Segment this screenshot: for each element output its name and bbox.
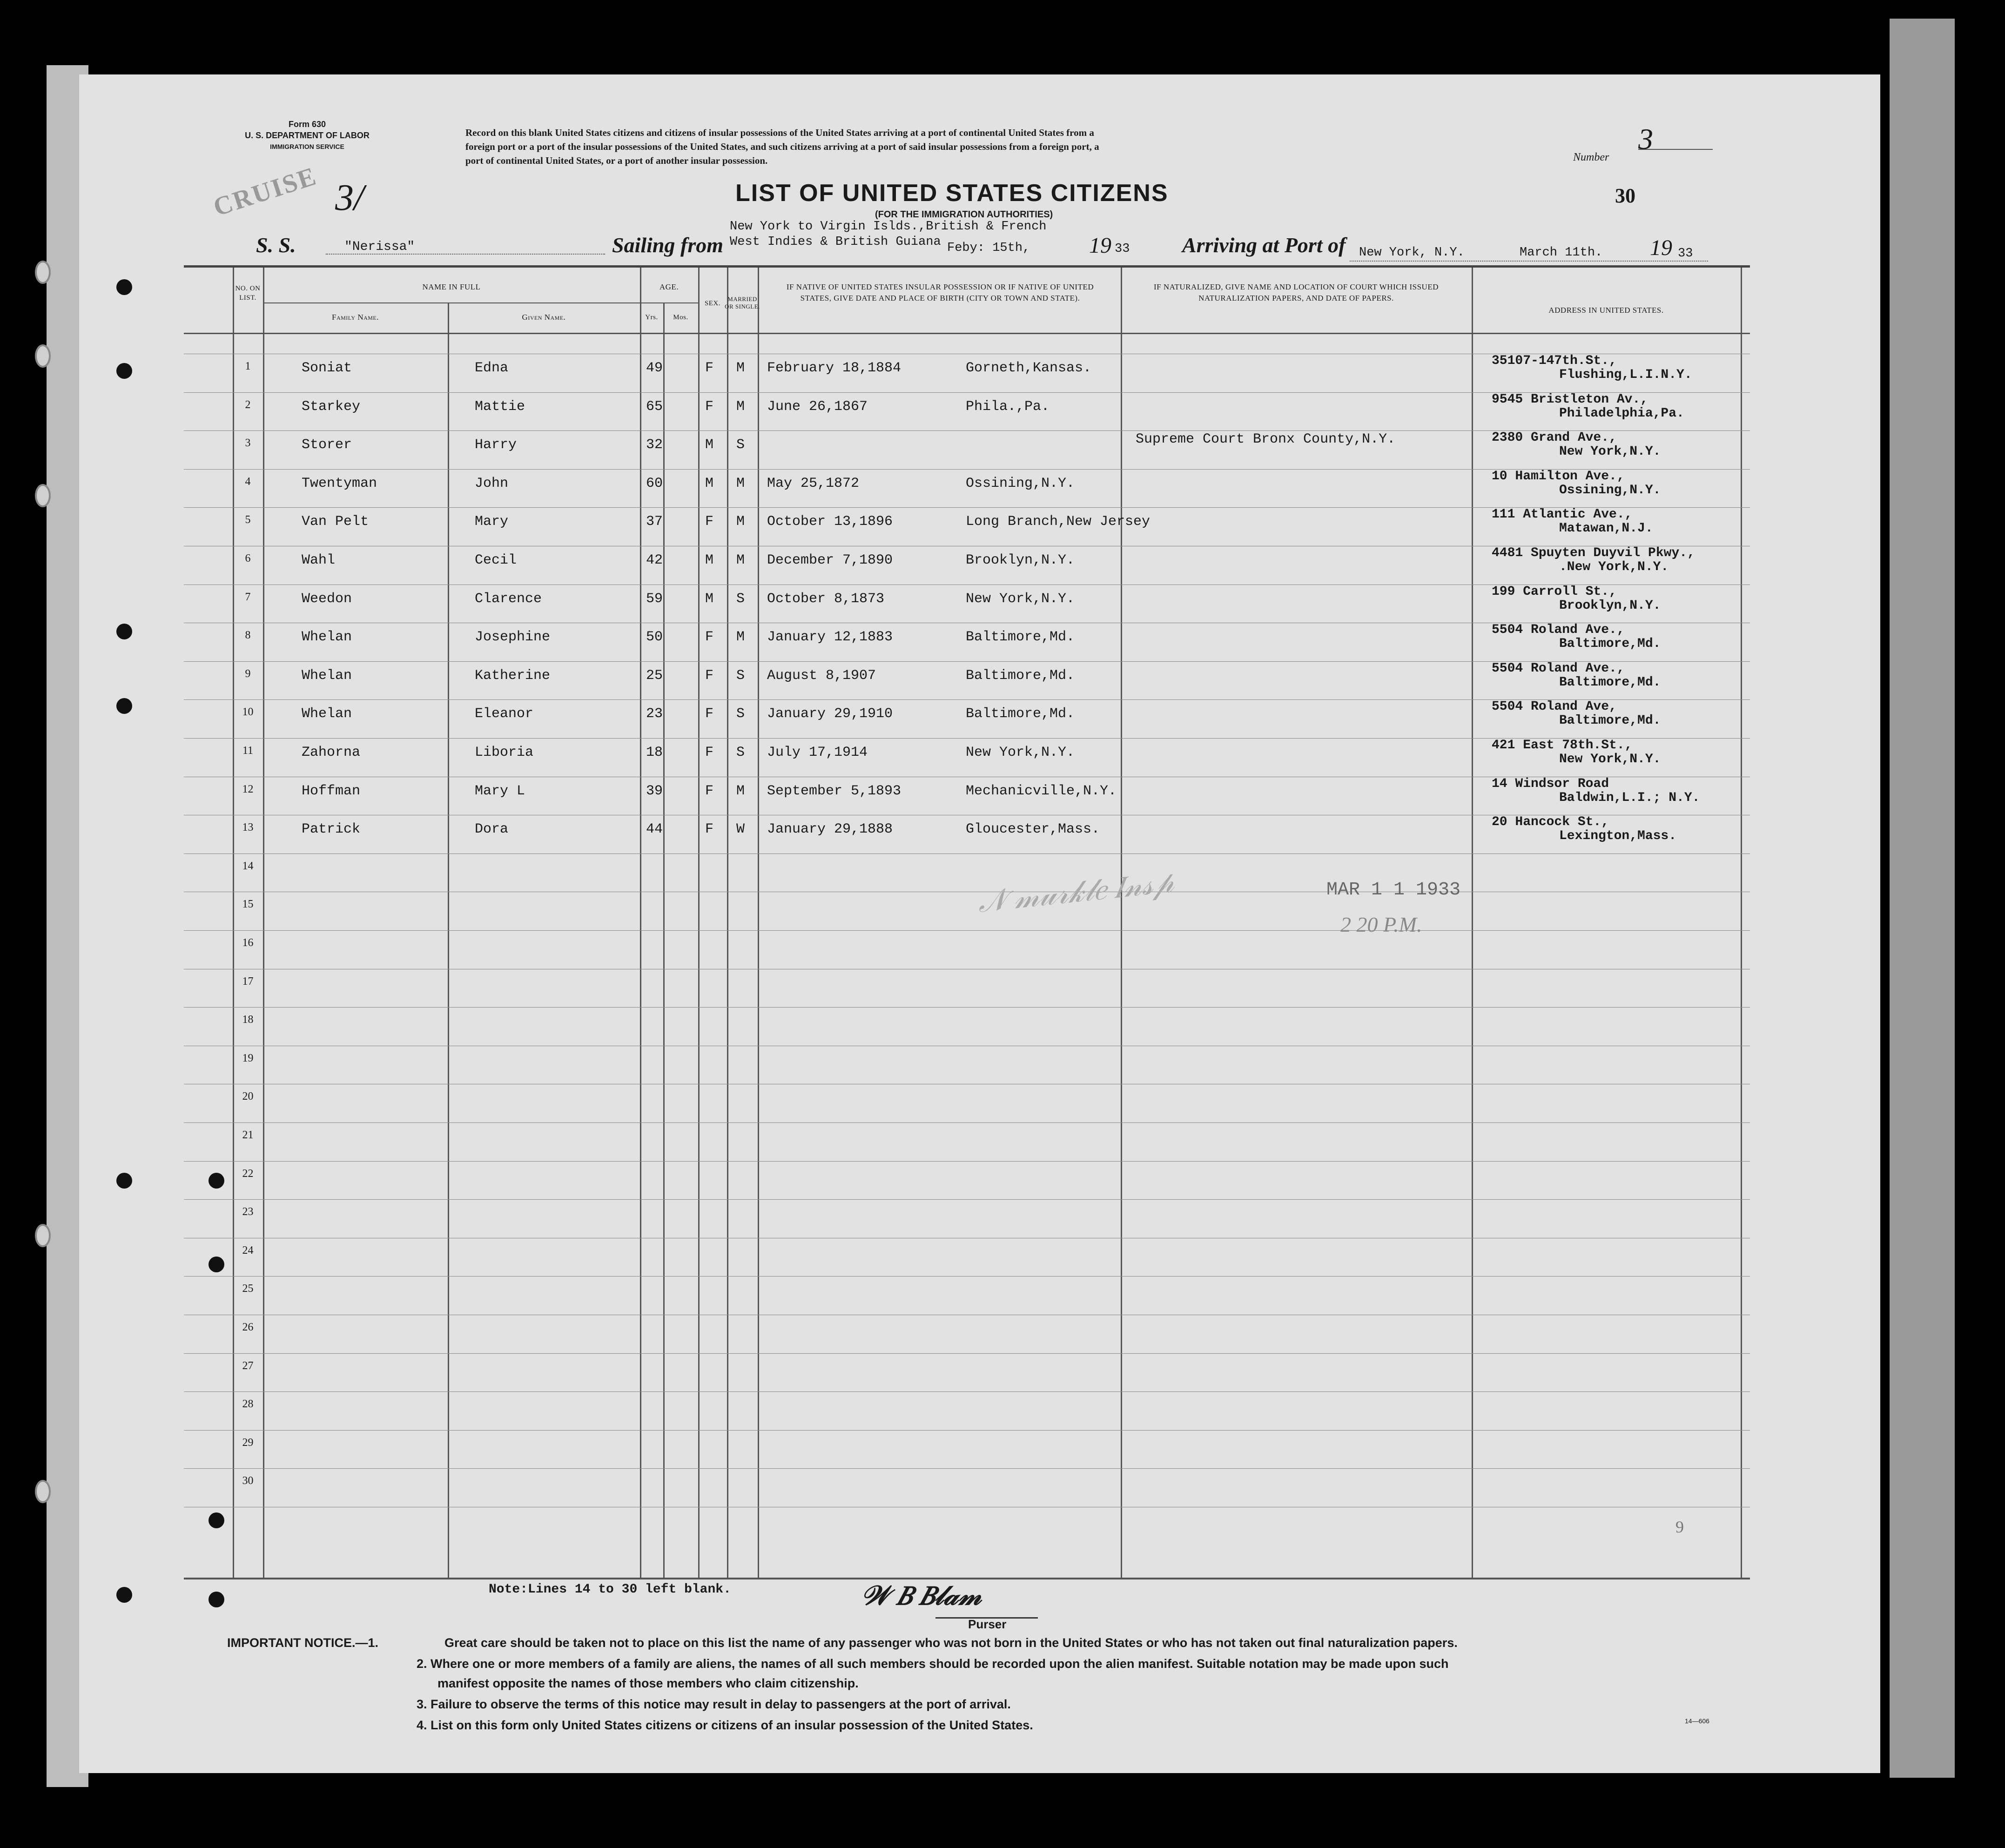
punch-hole-icon <box>209 1257 224 1272</box>
birth-place-cell: Gloucester,Mass. <box>966 821 1100 837</box>
address-line1-cell: 5504 Roland Ave., <box>1492 623 1625 637</box>
column-divider <box>698 268 700 1578</box>
address-line2-cell: Brooklyn,N.Y. <box>1559 598 1661 613</box>
marital-status-cell: M <box>736 360 745 376</box>
notice-item-1: Great care should be taken not to place on this list the name of any passenger who was not born in the United States or who has not taken out final naturalization papers. <box>444 1636 1458 1650</box>
blank-lines-note: Note:Lines 14 to 30 left blank. <box>489 1582 731 1597</box>
given-name-cell: Eleanor <box>475 706 534 722</box>
column-divider <box>448 302 449 1578</box>
column-header-age: AGE. <box>659 282 679 291</box>
given-name-cell: Harry <box>475 437 517 453</box>
given-name-cell: Cecil <box>475 552 517 568</box>
birth-date-cell: October 8,1873 <box>767 591 885 607</box>
birth-place-cell: Long Branch,New Jersey <box>966 514 1151 530</box>
birth-place-cell: New York,N.Y. <box>966 745 1075 760</box>
line-number: 25 <box>242 1283 254 1295</box>
column-header-naturalization: IF NATURALIZED, GIVE NAME AND LOCATION OF COURT WHICH ISSUED NATURALIZATION PAPERS, AND DATE OF PAPERS. <box>1153 282 1439 302</box>
birth-date-cell: July 17,1914 <box>767 745 868 760</box>
handwritten-mark: 3/ <box>335 177 364 218</box>
address-line1-cell: 5504 Roland Ave, <box>1492 699 1617 714</box>
ss-label: S. S. <box>256 233 296 257</box>
notice-item-4: 4. List on this form only United States citizens or citizens of an insular possession of the United States. <box>417 1718 1033 1732</box>
arriving-port: New York, N.Y. <box>1359 246 1465 260</box>
marital-status-cell: S <box>736 745 745 760</box>
sex-cell: M <box>705 476 714 491</box>
punch-hole-icon <box>209 1173 224 1189</box>
line-number: 19 <box>242 1052 254 1064</box>
sex-cell: F <box>705 783 714 799</box>
line-number: 7 <box>245 591 251 603</box>
column-divider <box>1741 268 1742 1578</box>
column-divider <box>727 268 728 1578</box>
instructions-line: Record on this blank United States citizens and citizens of insular possessions of the United States arriving at a port of continental United States from a <box>465 127 1094 138</box>
column-divider <box>1472 268 1473 1578</box>
sheet-number: 30 <box>1615 184 1635 207</box>
column-header-sex: SEX. <box>704 300 721 307</box>
line-number: 16 <box>242 937 254 949</box>
address-line2-cell: New York,N.Y. <box>1559 444 1661 459</box>
column-header-birth: IF NATIVE OF UNITED STATES INSULAR POSSESSION OR IF NATIVE OF UNITED STATES, GIVE DATE AND PLACE OF BIRTH (CITY OR TOWN AND STATE). <box>786 282 1094 302</box>
given-name-cell: Clarence <box>475 591 542 607</box>
address-line1-cell: 199 Carroll St., <box>1492 585 1617 599</box>
line-number: 29 <box>242 1437 254 1449</box>
column-header-family-name: Family Name. <box>331 313 379 322</box>
given-name-cell: Mary <box>475 514 509 530</box>
page-title: LIST OF UNITED STATES CITIZENS <box>735 180 1169 207</box>
age-years-cell: 60 <box>646 476 663 491</box>
given-name-cell: Mattie <box>475 399 525 415</box>
page-edge-right <box>1890 19 1955 1778</box>
address-line1-cell: 10 Hamilton Ave., <box>1492 469 1625 484</box>
line-number: 10 <box>242 706 254 718</box>
sailing-route-line2: West Indies & British Guiana <box>730 235 941 249</box>
line-number: 12 <box>242 783 254 795</box>
column-divider <box>233 268 234 1578</box>
family-name-cell: Van Pelt <box>302 514 369 530</box>
marital-status-cell: M <box>736 399 745 415</box>
age-years-cell: 37 <box>646 514 663 530</box>
row-rule <box>184 1122 1750 1123</box>
punch-hole-icon <box>116 1173 132 1189</box>
given-name-cell: Dora <box>475 821 509 837</box>
address-line2-cell: Ossining,N.Y. <box>1559 483 1661 497</box>
marital-status-cell: W <box>736 821 745 837</box>
family-name-cell: Storer <box>302 437 352 453</box>
line-number: 2 <box>245 399 251 411</box>
marital-status-cell: M <box>736 514 745 530</box>
given-name-cell: Mary L <box>475 783 525 799</box>
column-header-yrs: Yrs. <box>645 314 658 321</box>
address-line2-cell: Matawan,N.J. <box>1559 521 1653 536</box>
naturalization-cell: Supreme Court Bronx County,N.Y. <box>1136 431 1396 447</box>
age-years-cell: 49 <box>646 360 663 376</box>
birth-place-cell: Baltimore,Md. <box>966 706 1075 722</box>
ship-name-line <box>326 254 605 255</box>
punch-hole-icon <box>116 624 132 639</box>
notice-title: IMPORTANT NOTICE.—1. <box>227 1636 379 1650</box>
age-years-cell: 39 <box>646 783 663 799</box>
address-line2-cell: Baltimore,Md. <box>1559 675 1661 690</box>
punch-hole-icon <box>116 363 132 379</box>
birth-date-cell: May 25,1872 <box>767 476 860 491</box>
birth-date-cell: December 7,1890 <box>767 552 893 568</box>
address-line2-cell: Baltimore,Md. <box>1559 637 1661 651</box>
birth-place-cell: Brooklyn,N.Y. <box>966 552 1075 568</box>
birth-date-cell: February 18,1884 <box>767 360 902 376</box>
line-number: 20 <box>242 1090 254 1102</box>
ship-name: "Nerissa" <box>344 240 415 254</box>
age-years-cell: 25 <box>646 668 663 684</box>
birth-date-cell: October 13,1896 <box>767 514 893 530</box>
column-divider <box>663 302 665 1578</box>
row-rule <box>184 853 1750 854</box>
instructions-block <box>465 126 1517 168</box>
line-number: 24 <box>242 1244 254 1257</box>
family-name-cell: Starkey <box>302 399 361 415</box>
line-number: 11 <box>242 745 254 757</box>
given-name-cell: Katherine <box>475 668 551 684</box>
punch-hole-icon <box>116 698 132 714</box>
name-subheader-rule <box>263 302 640 303</box>
family-name-cell: Wahl <box>302 552 336 568</box>
birth-date-cell: January 12,1883 <box>767 629 893 645</box>
address-line2-cell: Baltimore,Md. <box>1559 713 1661 728</box>
page-mark: 9 <box>1675 1518 1684 1536</box>
marital-status-cell: S <box>736 437 745 453</box>
family-name-cell: Whelan <box>302 629 352 645</box>
address-line2-cell: Philadelphia,Pa. <box>1559 406 1684 421</box>
birth-place-cell: Phila.,Pa. <box>966 399 1050 415</box>
purser-label: Purser <box>968 1617 1007 1631</box>
line-number: 30 <box>242 1475 254 1487</box>
instructions-line: port of continental United States, or a port of another insular possession. <box>465 155 768 166</box>
punch-hole-icon <box>209 1592 224 1607</box>
binder-ring-icon <box>35 484 51 507</box>
notice-item-2-cont: manifest opposite the names of those members who claim citizenship. <box>437 1676 859 1690</box>
sex-cell: M <box>705 437 714 453</box>
service-name: IMMIGRATION SERVICE <box>270 143 344 150</box>
column-header-married-single: MARRIED OR SINGLE. <box>725 296 760 310</box>
address-line1-cell: 20 Hancock St., <box>1492 815 1609 829</box>
sex-cell: F <box>705 821 714 837</box>
marital-status-cell: S <box>736 591 745 607</box>
address-line2-cell: Flushing,L.I.N.Y. <box>1559 368 1692 382</box>
line-number: 26 <box>242 1321 254 1333</box>
sex-cell: F <box>705 745 714 760</box>
birth-place-cell: Baltimore,Md. <box>966 668 1075 684</box>
column-header-no: NO. ON LIST. <box>235 285 261 302</box>
line-number: 22 <box>242 1168 254 1180</box>
date-stamp: MAR 1 1 1933 <box>1326 880 1461 900</box>
binder-ring-icon <box>35 344 51 368</box>
birth-place-cell: Gorneth,Kansas. <box>966 360 1092 376</box>
column-header-name: NAME IN FULL <box>422 282 481 291</box>
family-name-cell: Whelan <box>302 668 352 684</box>
age-subheader-rule <box>640 302 698 303</box>
age-years-cell: 65 <box>646 399 663 415</box>
binder-ring-icon <box>35 1224 51 1247</box>
age-years-cell: 50 <box>646 629 663 645</box>
cruise-stamp: CRUISE <box>210 161 321 222</box>
purser-signature-image: 𝒲 𝐵 𝐵𝓁𝒶𝓂 <box>861 1580 982 1611</box>
column-divider <box>263 268 264 1578</box>
inspector-signature-image: 𝒩 𝓂𝓊𝓇𝓀𝓁𝑒 𝐼𝓃𝓈𝓅 <box>976 865 1176 919</box>
address-line1-cell: 35107-147th.St., <box>1492 354 1617 368</box>
birth-place-cell: Ossining,N.Y. <box>966 476 1075 491</box>
birth-date-cell: June 26,1867 <box>767 399 868 415</box>
birth-place-cell: Baltimore,Md. <box>966 629 1075 645</box>
line-number: 18 <box>242 1014 254 1026</box>
age-years-cell: 32 <box>646 437 663 453</box>
row-rule <box>184 1430 1750 1431</box>
age-years-cell: 44 <box>646 821 663 837</box>
arriving-label: Arriving at Port of <box>1182 233 1346 257</box>
line-number: 27 <box>242 1360 254 1372</box>
family-name-cell: Hoffman <box>302 783 361 799</box>
line-number: 4 <box>245 476 251 488</box>
sex-cell: M <box>705 591 714 607</box>
marital-status-cell: M <box>736 629 745 645</box>
sex-cell: F <box>705 629 714 645</box>
given-name-cell: Edna <box>475 360 509 376</box>
instructions-line: foreign port or a port of the insular possessions of the United States, and such citizens arriving at a port of said insular possessions from a foreign port, a <box>465 141 1099 152</box>
manifest-page <box>79 74 1880 1773</box>
family-name-cell: Zahorna <box>302 745 361 760</box>
form-code: 14—606 <box>1685 1717 1709 1725</box>
line-number: 14 <box>242 860 254 872</box>
sex-cell: M <box>705 552 714 568</box>
sex-cell: F <box>705 668 714 684</box>
birth-place-cell: New York,N.Y. <box>966 591 1075 607</box>
address-line1-cell: 14 Windsor Road <box>1492 777 1609 791</box>
binder-ring-icon <box>35 1480 51 1503</box>
column-header-address: ADDRESS IN UNITED STATES. <box>1548 306 1664 315</box>
line-number: 9 <box>245 668 251 680</box>
table-header-bottom <box>184 333 1750 334</box>
sailing-from-label: Sailing from <box>612 233 724 257</box>
sailing-year: 33 <box>1115 242 1130 256</box>
form-number: Form 630 <box>288 120 326 129</box>
marital-status-cell: S <box>736 706 745 722</box>
notice-item-2: 2. Where one or more members of a family are aliens, the names of all such members should be recorded upon the alien manifest. Suitable notation may be made upon such <box>417 1657 1449 1671</box>
marital-status-cell: M <box>736 783 745 799</box>
family-name-cell: Weedon <box>302 591 352 607</box>
given-name-cell: John <box>475 476 509 491</box>
given-name-cell: Liboria <box>475 745 534 760</box>
sailing-date: Feby: 15th, <box>947 241 1030 255</box>
column-divider <box>1121 268 1122 1578</box>
marital-status-cell: S <box>736 668 745 684</box>
age-years-cell: 23 <box>646 706 663 722</box>
marital-status-cell: M <box>736 552 745 568</box>
time-stamp: 2 20 P.M. <box>1340 913 1422 936</box>
row-rule <box>184 1161 1750 1162</box>
arriving-date: March 11th. <box>1520 246 1603 260</box>
binder-ring-icon <box>35 261 51 284</box>
address-line1-cell: 9545 Bristleton Av., <box>1492 392 1648 407</box>
line-number: 5 <box>245 514 251 526</box>
notice-item-3: 3. Failure to observe the terms of this notice may result in delay to passengers at the port of arrival. <box>417 1697 1011 1711</box>
birth-date-cell: September 5,1893 <box>767 783 902 799</box>
department-name: U. S. DEPARTMENT OF LABOR <box>245 131 370 140</box>
row-rule <box>184 930 1750 931</box>
line-number: 8 <box>245 629 251 641</box>
column-header-given-name: Given Name. <box>522 313 566 322</box>
column-divider <box>758 268 759 1578</box>
column-header-mos: Mos. <box>673 314 688 321</box>
line-number: 21 <box>242 1129 254 1141</box>
number-label: Number <box>1573 151 1609 163</box>
line-number: 23 <box>242 1206 254 1218</box>
sailing-route-line1: New York to Virgin Islds.,British & French <box>730 220 1047 234</box>
birth-place-cell: Mechanicville,N.Y. <box>966 783 1117 799</box>
age-years-cell: 59 <box>646 591 663 607</box>
row-rule <box>184 1353 1750 1354</box>
age-years-cell: 18 <box>646 745 663 760</box>
row-rule <box>184 1276 1750 1277</box>
family-name-cell: Twentyman <box>302 476 377 491</box>
address-line1-cell: 111 Atlantic Ave., <box>1492 507 1633 522</box>
birth-date-cell: January 29,1910 <box>767 706 893 722</box>
page-subtitle: (FOR THE IMMIGRATION AUTHORITIES) <box>875 209 1053 220</box>
sex-cell: F <box>705 706 714 722</box>
sex-cell: F <box>705 514 714 530</box>
number-value: 3 <box>1638 122 1653 155</box>
punch-hole-icon <box>209 1512 224 1528</box>
arriving-year: 33 <box>1678 247 1693 261</box>
address-line1-cell: 5504 Roland Ave., <box>1492 661 1625 676</box>
family-name-cell: Whelan <box>302 706 352 722</box>
address-line2-cell: .New York,N.Y. <box>1559 560 1669 574</box>
sailing-year-prefix: 19 <box>1089 233 1111 258</box>
table-bottom-border <box>184 1578 1750 1579</box>
row-rule <box>184 1468 1750 1469</box>
family-name-cell: Soniat <box>302 360 352 376</box>
age-years-cell: 42 <box>646 552 663 568</box>
address-line1-cell: 2380 Grand Ave., <box>1492 430 1617 445</box>
sex-cell: F <box>705 399 714 415</box>
birth-date-cell: August 8,1907 <box>767 668 876 684</box>
form-id-block <box>237 119 377 152</box>
marital-status-cell: M <box>736 476 745 491</box>
table-top-border <box>184 265 1750 268</box>
line-number: 28 <box>242 1398 254 1410</box>
birth-date-cell: January 29,1888 <box>767 821 893 837</box>
line-number: 3 <box>245 437 251 449</box>
line-number: 1 <box>245 360 251 372</box>
line-number: 15 <box>242 898 254 910</box>
row-rule <box>184 1391 1750 1392</box>
sex-cell: F <box>705 360 714 376</box>
address-line2-cell: Lexington,Mass. <box>1559 829 1677 843</box>
address-line2-cell: New York,N.Y. <box>1559 752 1661 766</box>
address-line1-cell: 4481 Spuyten Duyvil Pkwy., <box>1492 546 1695 560</box>
line-number: 17 <box>242 975 254 988</box>
line-number: 13 <box>242 821 254 833</box>
punch-hole-icon <box>116 1587 132 1603</box>
arriving-line <box>1350 261 1708 262</box>
family-name-cell: Patrick <box>302 821 361 837</box>
address-line1-cell: 421 East 78th.St., <box>1492 738 1633 753</box>
row-rule <box>184 1007 1750 1008</box>
arriving-year-prefix: 19 <box>1650 235 1672 260</box>
address-line2-cell: Baldwin,L.I.; N.Y. <box>1559 791 1700 805</box>
column-divider <box>640 268 641 1578</box>
punch-hole-icon <box>116 279 132 295</box>
given-name-cell: Josephine <box>475 629 551 645</box>
line-number: 6 <box>245 552 251 564</box>
row-rule <box>184 1199 1750 1200</box>
